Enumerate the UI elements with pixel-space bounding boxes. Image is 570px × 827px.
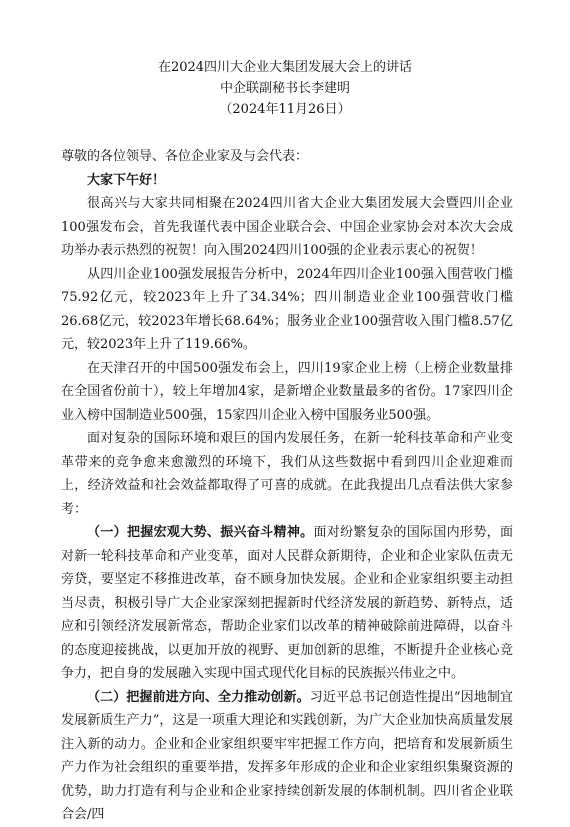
point-two-heading: （二）把握前进方向、全力推动创新。: [87, 689, 310, 705]
point-one-heading: （一）把握宏观大势、振兴奋斗精神。: [87, 525, 314, 540]
speaker-line: 中企联副秘书长李建明: [219, 81, 350, 96]
speech-body: [61, 145, 513, 827]
point-one-text: 面对纷繁复杂的国际国内形势，面对新一轮科技革命和产业变革，面对人民群众新期待，企业和企业家队伍责无旁贷，要坚定不移推进改革，奋不顾身加快发展。企业和企业家组织要主动担当尽责，积极引导广大企业家深刻把握新时代经济发展的新趋势、新特点，适应和引领经济发展新常态，帮助企业家们以改革的精神破除前进障碍，以奋斗的态度迎接挑战，以更加开放的视野、更加创新的思维，不断提升企业核心竞争力，把自身的发展融入实现中国式现代化目标的民族振兴伟业之中。: [61, 525, 513, 681]
paragraph-point-two: [61, 686, 513, 827]
paragraph-revenue-thresholds: 从四川企业100强发展报告分析中，2024年四川企业100强入围营收门槛75.92亿元，较2023年上升了34.34%；四川制造业企业100强营收门槛26.68亿元，较2023年增长68.64%；服务业企业100强营收入围门槛8.57亿元，较2023年上升了119.66%。: [61, 266, 513, 352]
greeting: 大家下午好！: [87, 172, 166, 188]
document-title: 在2024四川大企业大集团发展大会上的讲话: [157, 60, 413, 75]
paragraph-national-ranking: 在天津召开的中国500强发布会上，四川19家企业上榜（上榜企业数量排在全国省份前十），较上年增加4家，是新增企业数量最多的省份。17家四川企业入榜中国制造业500强，15家四川企业入榜中国服务业500强。: [61, 360, 513, 423]
paragraph-context: 面对复杂的国际环境和艰巨的国内发展任务，在新一轮科技革命和产业变革带来的竞争愈来愈激烈的环境下，我们从这些数据中看到四川企业迎难而上，经济效益和社会效益都取得了可喜的成就。在此我提出几点看法供大家参考：: [61, 431, 513, 517]
paragraph-congratulations: 很高兴与大家共同相聚在2024四川省大企业大集团发展大会暨四川企业100强发布会，首先我谨代表中国企业联合会、中国企业家协会对本次大会成功举办表示热烈的祝贺！向入围2024四川100强的企业表示衷心的祝贺！: [61, 196, 513, 258]
point-two-text: 习近平总书记创造性提出“因地制宜发展新质生产力”，这是一项重大理论和实践创新，为广大企业加快高质量发展注入新的动力。企业和企业家组织要牢牢把握工作方向，把培育和发展新质生产力作为社会组织的重要举措，发挥多年形成的企业和企业家组织集聚资源的优势，助力打造有利与企业和企业家持续创新发展的体制机制。四川省企业联合会/四: [61, 689, 513, 822]
paragraph-point-one: [61, 521, 513, 686]
speech-date: （2024年11月26日）: [219, 102, 351, 117]
salutation: 尊敬的各位领导、各位企业家及与会代表：: [61, 149, 309, 164]
